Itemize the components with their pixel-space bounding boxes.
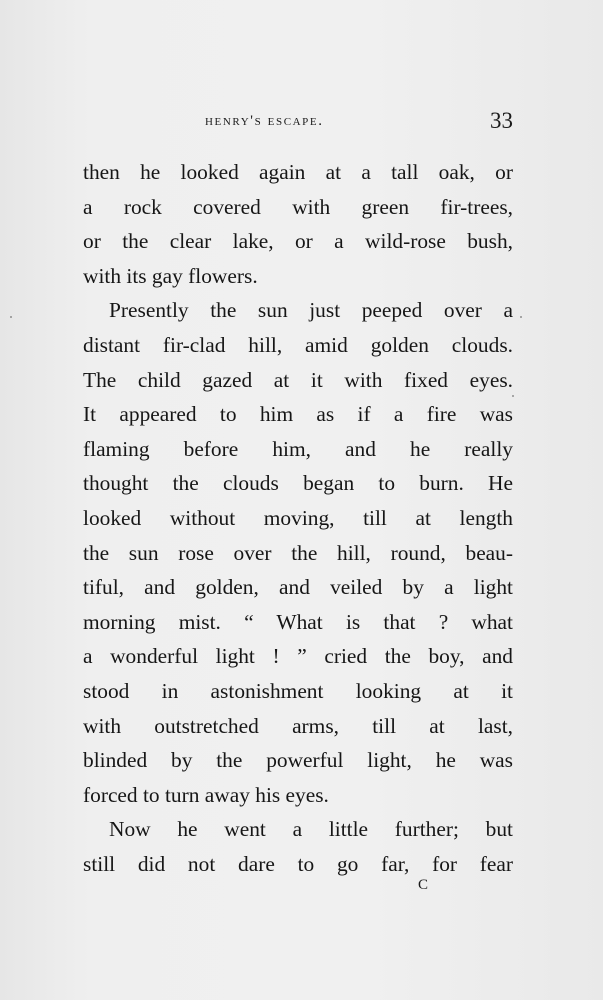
- text-line: Now he went a little further; but: [109, 817, 513, 842]
- text-line: blinded by the powerful light, he was: [83, 748, 513, 773]
- text-line: stood in astonishment looking at it: [83, 678, 513, 703]
- text-line: with outstretched arms, till at last,: [83, 713, 513, 738]
- text-line: or the clear lake, or a wild-rose bush,: [83, 229, 513, 254]
- paper-speck: [512, 395, 514, 397]
- paper-speck: [520, 316, 522, 318]
- text-line: morning mist. “ What is that ? what: [83, 609, 513, 634]
- text-line: still did not dare to go far, for fear: [83, 851, 513, 876]
- signature-mark: C: [418, 877, 429, 893]
- paper-speck: [10, 316, 12, 318]
- text-line: forced to turn away his eyes.: [83, 782, 329, 807]
- text-line: flaming before him, and he really: [83, 436, 513, 461]
- text-line: The child gazed at it with fixed eyes.: [83, 367, 513, 392]
- page-number: 33: [490, 108, 513, 133]
- text-line: tiful, and golden, and veiled by a light: [83, 575, 513, 600]
- text-line: thought the clouds began to burn. He: [83, 471, 513, 496]
- text-line: then he looked again at a tall oak, or: [83, 160, 513, 184]
- text-line: the sun rose over the hill, round, beau-: [83, 540, 513, 565]
- text-line: with its gay flowers.: [83, 263, 258, 288]
- text-line: looked without moving, till at length: [83, 505, 513, 530]
- running-title: henry's escape.: [205, 113, 324, 129]
- text-line: It appeared to him as if a fire was: [83, 402, 513, 427]
- running-head: [83, 108, 513, 136]
- text-line: Presently the sun just peeped over a: [109, 298, 513, 323]
- body-text: [83, 155, 513, 881]
- text-line: a wonderful light ! ” cried the boy, and: [83, 644, 513, 669]
- text-line: distant fir-clad hill, amid golden clouds.: [83, 332, 513, 357]
- text-line: a rock covered with green fir-trees,: [83, 194, 513, 219]
